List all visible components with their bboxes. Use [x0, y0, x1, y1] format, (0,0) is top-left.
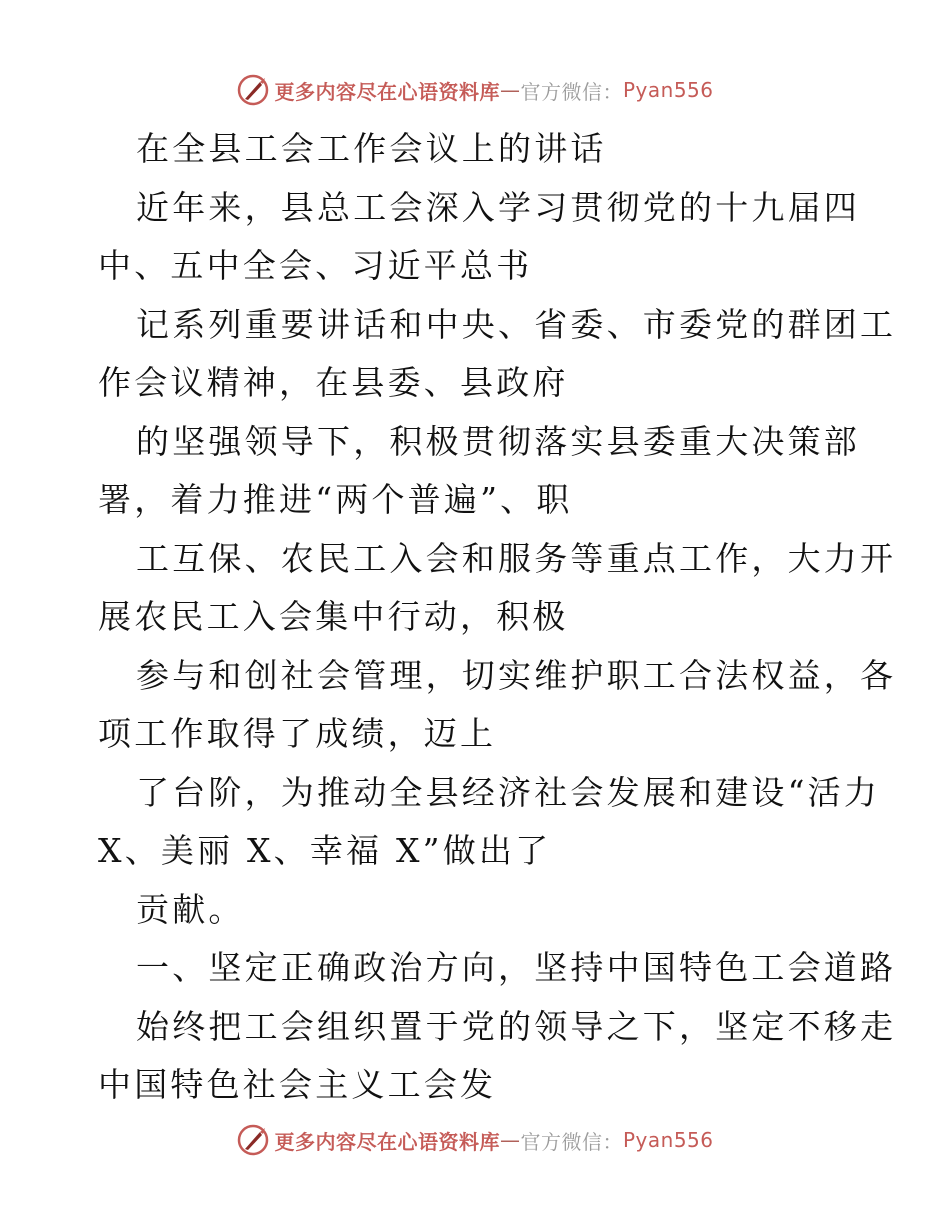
- watermark-official-label: 官方微信：: [520, 79, 623, 104]
- text-line: 贡献。: [136, 889, 245, 929]
- text-line: 始终把工会组织置于党的领导之下，坚定不移走: [136, 1006, 897, 1046]
- text-line: 参与和创社会管理，切实维护职工合法权益，各: [136, 655, 897, 695]
- quill-pen-circle-icon: [236, 1123, 270, 1157]
- text-line: 近年来，县总工会深入学习贯彻党的十九届四: [136, 187, 860, 227]
- watermark-dash: —: [499, 1128, 521, 1152]
- text-line: 中国特色社会主义工会发: [98, 1065, 497, 1104]
- text-line: 署，着力推进“两个普遍”、职: [98, 480, 573, 519]
- watermark-wechat-id: Pyan556: [622, 1128, 714, 1152]
- document-body: [98, 120, 897, 1115]
- text-line: 项工作取得了成绩，迈上: [98, 714, 497, 753]
- text-line: 作会议精神，在县委、县政府: [98, 363, 569, 402]
- watermark-wechat-id: Pyan556: [622, 78, 714, 102]
- watermark-official-label: 官方微信：: [520, 1129, 623, 1154]
- text-line: 工互保、农民工入会和服务等重点工作，大力开: [136, 538, 897, 578]
- document-title: 在全县工会工作会议上的讲话: [136, 129, 607, 168]
- quill-pen-circle-icon: [236, 73, 270, 107]
- text-line: 的坚强领导下，积极贯彻落实县委重大决策部: [136, 421, 860, 461]
- watermark-text: 更多内容尽在心语资料库: [274, 1129, 500, 1154]
- text-line: X、美丽 X、幸福 X”做出了: [98, 831, 552, 870]
- header-watermark: [0, 70, 950, 110]
- text-line: 展农民工入会集中行动，积极: [98, 597, 569, 636]
- text-line: 一、坚定正确政治方向，坚持中国特色工会道路: [136, 948, 897, 987]
- text-line: 了台阶，为推动全县经济社会发展和建设“活力: [136, 772, 881, 812]
- watermark-text: 更多内容尽在心语资料库: [274, 79, 500, 104]
- footer-watermark: [0, 1120, 950, 1160]
- watermark-dash: —: [499, 78, 521, 102]
- text-line: 记系列重要讲话和中央、省委、市委党的群团工: [136, 304, 897, 344]
- text-line: 中、五中全会、习近平总书: [98, 246, 533, 285]
